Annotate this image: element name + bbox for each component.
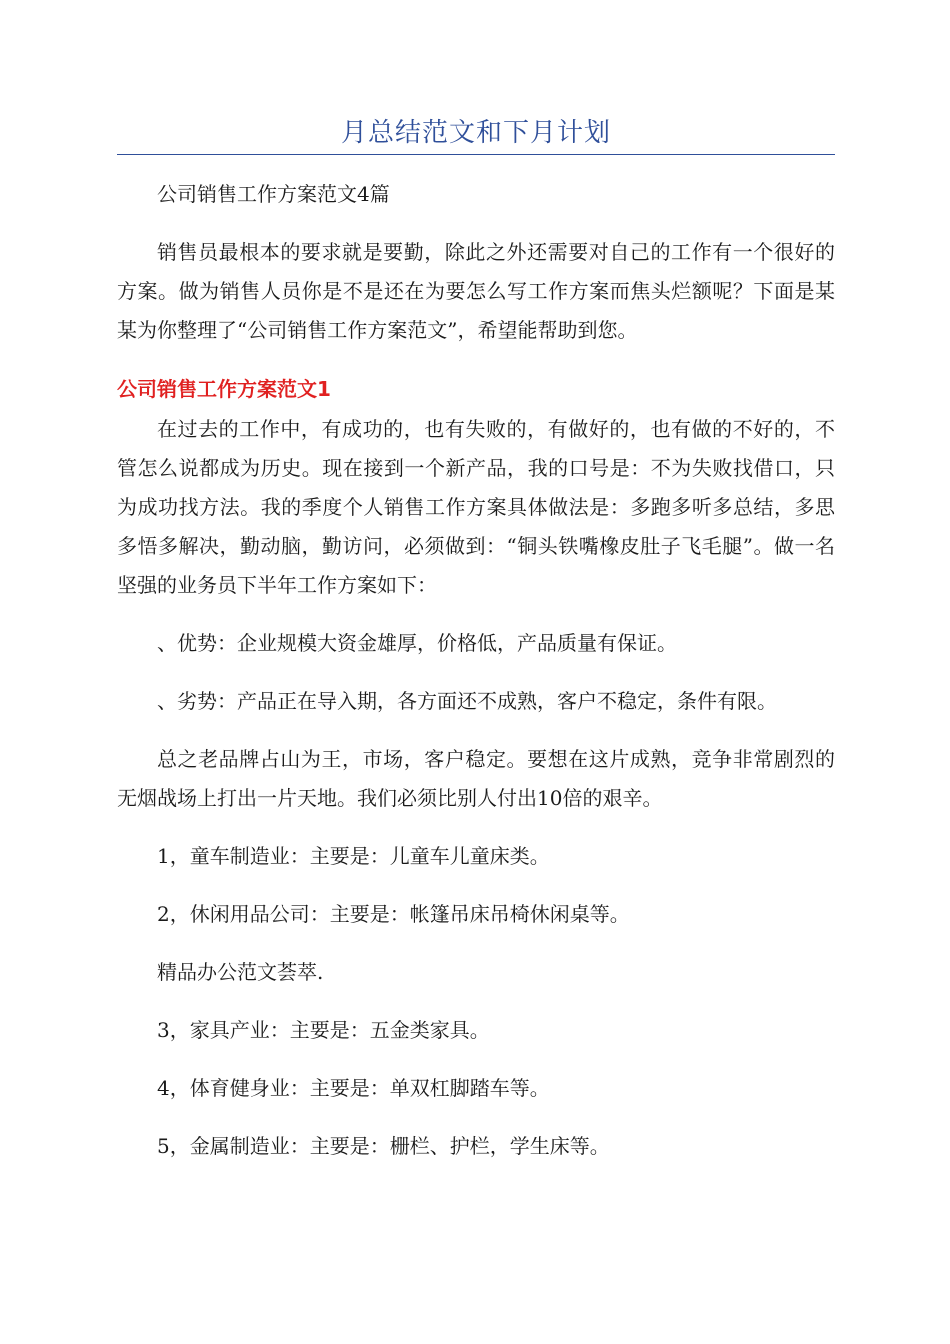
document-subtitle: 公司销售工作方案范文4篇 <box>157 182 390 206</box>
inline-note: 精品办公范文荟萃. <box>157 960 324 984</box>
list-item: 3，家具产业：主要是：五金类家具。 <box>157 1018 490 1042</box>
advantage-item: 、优势：企业规模大资金雄厚，价格低，产品质量有保证。 <box>157 631 677 655</box>
list-item: 5，金属制造业：主要是：栅栏、护栏，学生床等。 <box>157 1134 610 1158</box>
list-item: 4，体育健身业：主要是：单双杠脚踏车等。 <box>157 1076 550 1100</box>
document-header-title: 月总结范文和下月计划 <box>340 118 611 148</box>
list-item: 2，休闲用品公司：主要是：帐篷吊床吊椅休闲桌等。 <box>157 902 630 926</box>
document-body <box>117 175 835 1166</box>
body-paragraph: 在过去的工作中，有成功的，也有失败的，有做好的，也有做的不好的，不管怎么说都成为历史。现在接到一个新产品，我的口号是：不为失败找借口，只为成功找方法。我的季度个人销售工作方案具体做法是：多跑多听多总结，多思多悟多解决，勤动脑，勤访问，必须做到：“铜头铁嘴橡皮肚子飞毛腿”。做一名坚强的业务员下半年工作方案如下： <box>117 417 835 597</box>
header-divider <box>117 154 835 155</box>
summary-paragraph: 总之老品牌占山为王，市场，客户稳定。要想在这片成熟，竞争非常剧烈的无烟战场上打出一片天地。我们必须比别人付出10倍的艰辛。 <box>117 747 835 810</box>
list-item: 1，童车制造业：主要是：儿童车儿童床类。 <box>157 844 550 868</box>
disadvantage-item: 、劣势：产品正在导入期，各方面还不成熟，客户不稳定，条件有限。 <box>157 689 777 713</box>
intro-paragraph: 销售员最根本的要求就是要勤，除此之外还需要对自己的工作有一个很好的方案。做为销售人员你是不是还在为要怎么写工作方案而焦头烂额呢？下面是某某为你整理了“公司销售工作方案范文”，希望能帮助到您。 <box>117 240 835 342</box>
section-heading-1: 公司销售工作方案范文1 <box>117 377 331 401</box>
